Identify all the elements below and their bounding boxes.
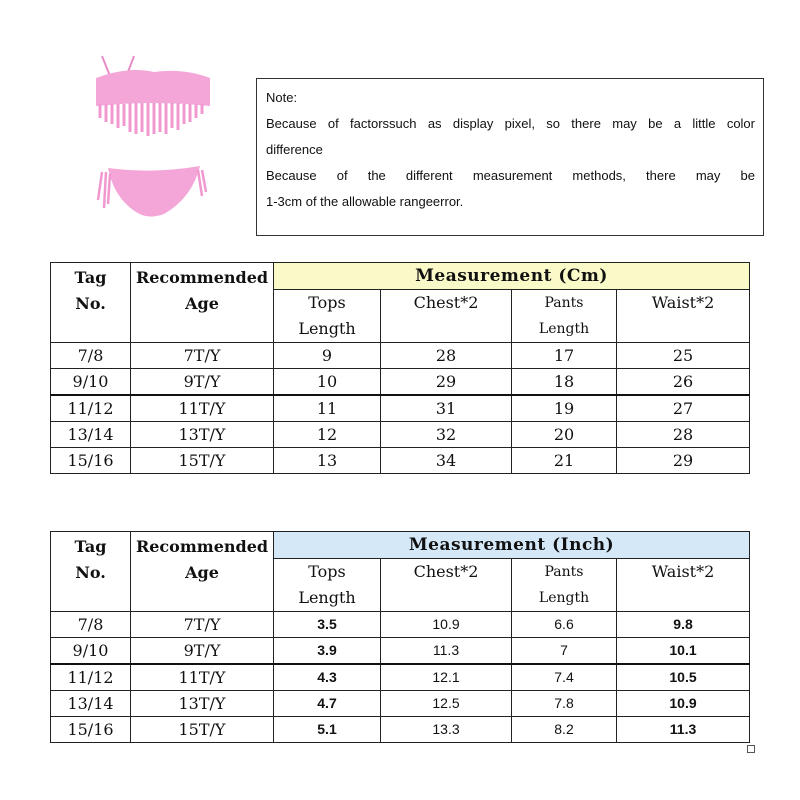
cell-pants: 8.2 [512, 717, 617, 743]
cell-age: 13T/Y [131, 422, 274, 448]
header-measurement-cm: Measurement (Cm) [274, 263, 750, 290]
cell-pants: 19 [512, 395, 617, 422]
cell-age: 11T/Y [131, 664, 274, 691]
col-pants-length [512, 290, 617, 343]
note-box [256, 78, 764, 236]
col-chest: Chest*2 [381, 290, 512, 343]
header-tag-no [51, 263, 131, 343]
note-line-4: 1-3cm of the allowable rangeerror. [266, 194, 464, 209]
cell-waist: 28 [617, 422, 750, 448]
cell-waist: 26 [617, 369, 750, 396]
cell-tag: 11/12 [51, 664, 131, 691]
cell-pants: 21 [512, 448, 617, 474]
cell-age: 9T/Y [131, 369, 274, 396]
header-tag-label: Tag [74, 537, 107, 556]
header-recommended-label: Recommended [135, 537, 269, 556]
cell-age: 15T/Y [131, 448, 274, 474]
cell-waist: 11.3 [617, 717, 750, 743]
cell-age: 13T/Y [131, 691, 274, 717]
cell-tag: 7/8 [51, 343, 131, 369]
cell-pants: 7.8 [512, 691, 617, 717]
note-line-1: Because of factorssuch as display pixel, so there may be a little color [266, 116, 755, 131]
header-recommended-label: Recommended [135, 268, 269, 287]
note-title: Note: [266, 90, 298, 105]
cell-tops: 12 [274, 422, 381, 448]
table-row [51, 369, 750, 396]
cell-waist: 27 [617, 395, 750, 422]
cell-tops: 9 [274, 343, 381, 369]
cell-age: 7T/Y [131, 343, 274, 369]
cell-tops: 3.5 [274, 612, 381, 638]
header-tag-label: Tag [74, 268, 107, 287]
note-line-2: difference [266, 142, 323, 157]
corner-handle [747, 745, 755, 753]
cell-tag: 11/12 [51, 395, 131, 422]
header-no-label: No. [75, 563, 106, 582]
table-row [51, 664, 750, 691]
cell-tops: 4.7 [274, 691, 381, 717]
cell-chest: 12.1 [381, 664, 512, 691]
cell-tag: 7/8 [51, 612, 131, 638]
header-age-label: Age [185, 294, 219, 313]
cell-waist: 10.5 [617, 664, 750, 691]
col-tops-label: Tops [308, 562, 346, 581]
cell-waist: 10.1 [617, 638, 750, 665]
col-waist: Waist*2 [617, 290, 750, 343]
col-pants-label: Pants [544, 564, 584, 580]
header-measurement-inch: Measurement (Inch) [274, 532, 750, 559]
cell-chest: 28 [381, 343, 512, 369]
cell-tag: 9/10 [51, 369, 131, 396]
col-tops-length-label: Length [298, 319, 356, 338]
col-tops-length-label: Length [298, 588, 356, 607]
cell-chest: 31 [381, 395, 512, 422]
cell-tag: 15/16 [51, 717, 131, 743]
cell-pants: 7 [512, 638, 617, 665]
cell-pants: 18 [512, 369, 617, 396]
cell-age: 11T/Y [131, 395, 274, 422]
cell-tag: 15/16 [51, 448, 131, 474]
table-row [51, 691, 750, 717]
col-pants-label: Pants [544, 295, 584, 311]
cell-chest: 34 [381, 448, 512, 474]
table-row [51, 395, 750, 422]
cell-chest: 11.3 [381, 638, 512, 665]
cell-pants: 20 [512, 422, 617, 448]
cell-age: 15T/Y [131, 717, 274, 743]
cell-chest: 32 [381, 422, 512, 448]
col-tops-length [274, 290, 381, 343]
product-image-pink-fringe-bikini [88, 48, 218, 228]
header-tag-no [51, 532, 131, 612]
table-row [51, 612, 750, 638]
header-recommended-age [131, 532, 274, 612]
size-chart-cm [50, 262, 750, 474]
cell-waist: 9.8 [617, 612, 750, 638]
cell-tag: 9/10 [51, 638, 131, 665]
table-row [51, 638, 750, 665]
table-row [51, 448, 750, 474]
size-chart-inch [50, 531, 750, 743]
col-tops-label: Tops [308, 293, 346, 312]
header-recommended-age [131, 263, 274, 343]
col-tops-length [274, 559, 381, 612]
cell-chest: 29 [381, 369, 512, 396]
table-row [51, 343, 750, 369]
table-row [51, 717, 750, 743]
cell-age: 9T/Y [131, 638, 274, 665]
col-pants-length-label: Length [538, 590, 590, 606]
col-pants-length-label: Length [538, 321, 590, 337]
cell-tops: 5.1 [274, 717, 381, 743]
cell-pants: 6.6 [512, 612, 617, 638]
table-row [51, 422, 750, 448]
cell-waist: 25 [617, 343, 750, 369]
header-no-label: No. [75, 294, 106, 313]
header-age-label: Age [185, 563, 219, 582]
cell-tag: 13/14 [51, 691, 131, 717]
cell-tops: 11 [274, 395, 381, 422]
col-pants-length [512, 559, 617, 612]
note-line-3: Because of the different measurement methods, there may be [266, 168, 755, 183]
cell-chest: 13.3 [381, 717, 512, 743]
cell-tops: 3.9 [274, 638, 381, 665]
cell-tops: 10 [274, 369, 381, 396]
cell-tops: 4.3 [274, 664, 381, 691]
cell-tag: 13/14 [51, 422, 131, 448]
cell-pants: 7.4 [512, 664, 617, 691]
cell-tops: 13 [274, 448, 381, 474]
col-chest: Chest*2 [381, 559, 512, 612]
cell-age: 7T/Y [131, 612, 274, 638]
cell-waist: 10.9 [617, 691, 750, 717]
cell-chest: 12.5 [381, 691, 512, 717]
cell-chest: 10.9 [381, 612, 512, 638]
cell-waist: 29 [617, 448, 750, 474]
col-waist: Waist*2 [617, 559, 750, 612]
cell-pants: 17 [512, 343, 617, 369]
